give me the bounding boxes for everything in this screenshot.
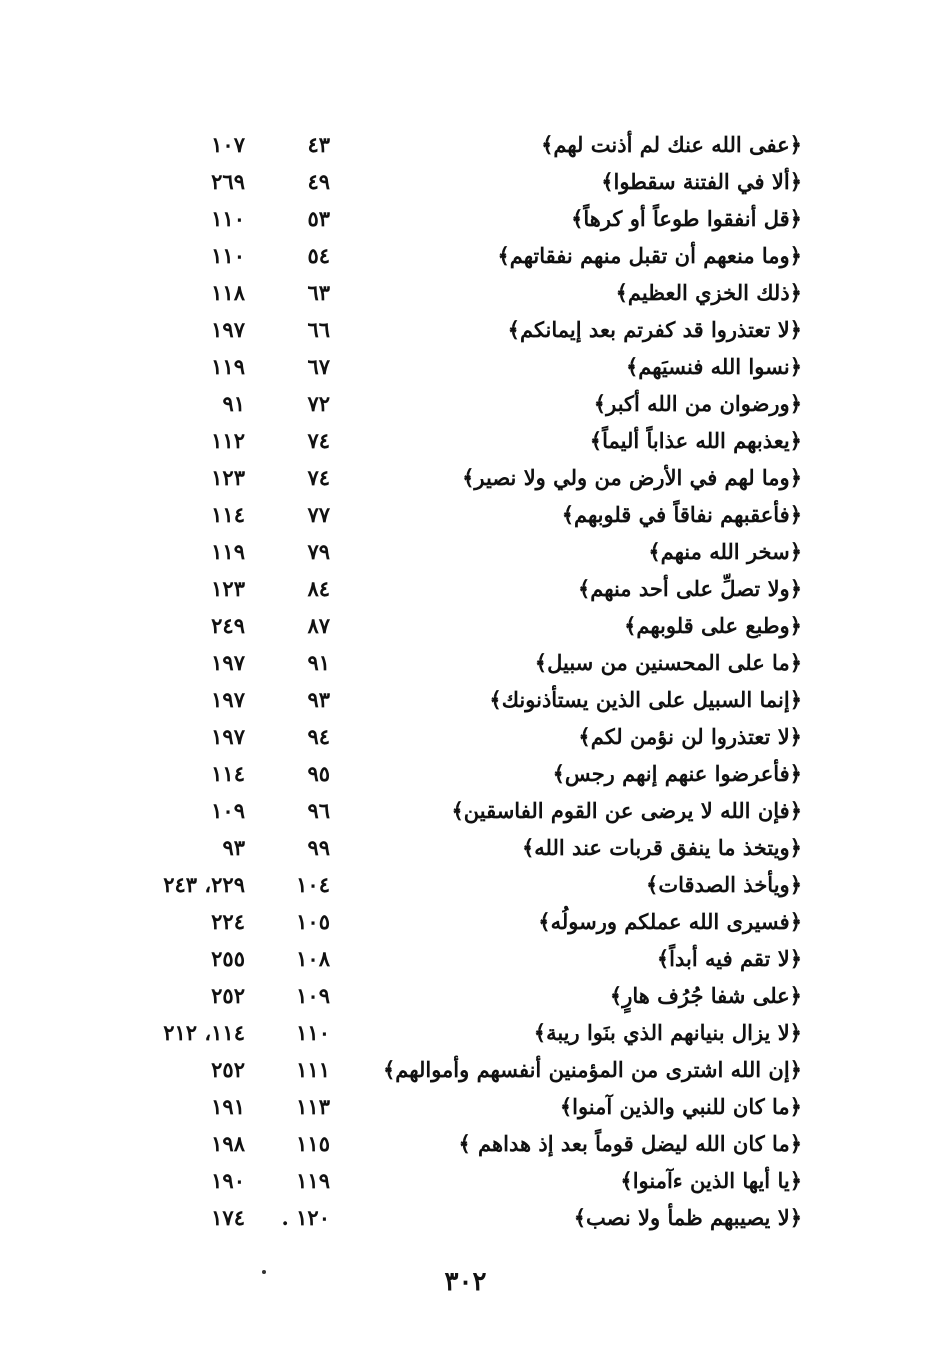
ayah-number: ١٠٨ — [296, 946, 330, 971]
ayah-number: ٩٩ — [307, 835, 330, 860]
verse-text: ﴿لا تعتذروا قد كفرتم بعد إيمانكم﴾ — [507, 317, 802, 342]
index-row — [0, 681, 931, 718]
index-row — [0, 644, 931, 681]
page-references: ١٢٣ — [211, 465, 245, 490]
index-row — [0, 274, 931, 311]
verse-text: ﴿ما على المحسنين من سبيل﴾ — [534, 650, 802, 675]
page-references: ١١٨ — [211, 280, 245, 305]
verse-text: ﴿يعذبهم الله عذاباً أليماً﴾ — [589, 428, 802, 453]
ayah-number: ٩٦ — [307, 798, 330, 823]
verse-text: ﴿ألا في الفتنة سقطوا﴾ — [601, 169, 802, 194]
ayah-number: ٩٣ — [307, 687, 330, 712]
verse-text: ﴿ويتخذ ما ينفق قربات عند الله﴾ — [521, 835, 802, 860]
page-references: ١٧٤ — [211, 1205, 245, 1230]
ayah-number: ٧٧ — [307, 502, 330, 527]
ayah-number: ٨٤ — [307, 576, 330, 601]
page-references: ١٩٧ — [211, 317, 245, 342]
verse-text: ﴿إن الله اشترى من المؤمنين أنفسهم وأموالهم﴾ — [383, 1057, 802, 1082]
page-references: ١١٠ — [211, 206, 245, 231]
index-row — [0, 348, 931, 385]
page-references: ١٢٣ — [211, 576, 245, 601]
index-row — [0, 311, 931, 348]
page-references: ٢٢٤ — [211, 909, 245, 934]
verse-text: ﴿لا تعتذروا لن نؤمن لكم﴾ — [578, 724, 802, 749]
ayah-number: ١١٥ — [296, 1131, 330, 1156]
index-row — [0, 126, 931, 163]
verse-text: ﴿يا أيها الذين ءآمنوا﴾ — [620, 1168, 802, 1193]
page-references: ١١٢ — [211, 428, 245, 453]
page-references: ٩٣ — [222, 835, 245, 860]
index-row — [0, 1162, 931, 1199]
verse-text: ﴿ورضوان من الله أكبر﴾ — [593, 391, 802, 416]
ayah-number: ٦٧ — [307, 354, 330, 379]
index-row — [0, 829, 931, 866]
print-speck — [262, 1270, 266, 1274]
page-references: ١٩١ — [211, 1094, 245, 1119]
verse-text: ﴿فسيرى الله عملكم ورسولُه﴾ — [538, 909, 802, 934]
verse-text: ﴿إنما السبيل على الذين يستأذنونك﴾ — [489, 687, 802, 712]
index-row — [0, 163, 931, 200]
ayah-number: ٧٢ — [307, 391, 330, 416]
page-references: ١٩٧ — [211, 650, 245, 675]
ayah-number: ٧٤ — [307, 428, 330, 453]
index-row — [0, 422, 931, 459]
ayah-number: ٦٦ — [307, 317, 330, 342]
page-references: ٢٥٥ — [211, 946, 245, 971]
page-references: ١١٩ — [211, 539, 245, 564]
index-row — [0, 940, 931, 977]
ayah-number: ١٠٤ — [296, 872, 330, 897]
verse-text: ﴿وما لهم في الأرض من ولي ولا نصير﴾ — [462, 465, 802, 490]
page-references: ٢٥٢ — [211, 1057, 245, 1082]
index-row — [0, 607, 931, 644]
ayah-number: ٥٣ — [307, 206, 330, 231]
ayah-number: ١١٩ — [296, 1168, 330, 1193]
verse-text: ﴿نسوا الله فنسيَهم﴾ — [625, 354, 802, 379]
index-row — [0, 1125, 931, 1162]
page-references: ٢٤٩ — [211, 613, 245, 638]
index-row — [0, 977, 931, 1014]
verse-text: ﴿عفى الله عنك لم أذنت لهم﴾ — [541, 132, 802, 157]
ayah-number: ٥٤ — [307, 243, 330, 268]
index-row — [0, 755, 931, 792]
ayah-number: ١١٣ — [296, 1094, 330, 1119]
page-references: ١٩٧ — [211, 724, 245, 749]
verse-text: ﴿لا تقم فيه أبداً﴾ — [656, 946, 802, 971]
page-references: ٢٢٩، ٢٤٣ — [163, 872, 245, 897]
ayah-number: ١٠٥ — [296, 909, 330, 934]
ayah-number: ٩١ — [307, 650, 330, 675]
ayah-number: ١٢٠ . — [281, 1205, 330, 1230]
index-row — [0, 866, 931, 903]
index-row — [0, 1051, 931, 1088]
verse-text: ﴿لا يزال بنيانهم الذي بنَوا ريبة﴾ — [533, 1020, 802, 1045]
verse-text: ﴿قل أنفقوا طوعاً أو كرهاً﴾ — [571, 206, 802, 231]
index-row — [0, 570, 931, 607]
index-row — [0, 1199, 931, 1236]
verse-text: ﴿لا يصيبهم ظمأ ولا نصب﴾ — [573, 1205, 802, 1230]
verse-text: ﴿على شفا جُرُف هارٍ﴾ — [609, 983, 802, 1008]
page-references: ١١٩ — [211, 354, 245, 379]
ayah-number: ٦٣ — [307, 280, 330, 305]
index-row — [0, 903, 931, 940]
page-references: ١٩٠ — [211, 1168, 245, 1193]
ayah-number: ٤٣ — [307, 132, 330, 157]
index-row — [0, 792, 931, 829]
page-references: ١٠٧ — [211, 132, 245, 157]
ayah-number: ٩٤ — [307, 724, 330, 749]
page-references: ١٩٨ — [211, 1131, 245, 1156]
verse-text: ﴿فإن الله لا يرضى عن القوم الفاسقين﴾ — [451, 798, 802, 823]
page-references: ١٠٩ — [211, 798, 245, 823]
index-row — [0, 459, 931, 496]
page-references: ١٩٧ — [211, 687, 245, 712]
index-row — [0, 200, 931, 237]
verse-text: ﴿وما منعهم أن تقبل منهم نفقاتهم﴾ — [497, 243, 802, 268]
index-row — [0, 1014, 931, 1051]
ayah-number: ٤٩ — [307, 169, 330, 194]
index-row — [0, 496, 931, 533]
verse-text: ﴿ما كان للنبي والذين آمنوا﴾ — [559, 1094, 802, 1119]
verse-text: ﴿فأعرضوا عنهم إنهم رجس﴾ — [552, 761, 802, 786]
page-references: ١١٤ — [211, 761, 245, 786]
page-number: ٣٠٢ — [444, 1267, 487, 1297]
ayah-number: ١١٠ — [296, 1020, 330, 1045]
index-row — [0, 1088, 931, 1125]
ayah-number: ٩٥ — [307, 761, 330, 786]
page-references: ١١٠ — [211, 243, 245, 268]
verse-text: ﴿ما كان الله ليضل قوماً بعد إذ هداهم ﴾ — [458, 1131, 802, 1156]
index-row — [0, 237, 931, 274]
verse-text: ﴿فأعقبهم نفاقاً في قلوبهم﴾ — [561, 502, 802, 527]
verse-text: ﴿وطبع على قلوبهم﴾ — [624, 613, 802, 638]
index-row — [0, 718, 931, 755]
verse-text: ﴿ذلك الخزي العظيم﴾ — [615, 280, 802, 305]
ayah-number: ٨٧ — [307, 613, 330, 638]
page-references: ٩١ — [222, 391, 245, 416]
page-references: ١١٤ — [211, 502, 245, 527]
ayah-number: ١١١ — [296, 1057, 330, 1082]
page-references: ٢٥٢ — [211, 983, 245, 1008]
index-row — [0, 385, 931, 422]
verse-text: ﴿ولا تصلِّ على أحد منهم﴾ — [578, 576, 802, 601]
page-references: ١١٤، ٢١٢ — [163, 1020, 245, 1045]
verse-index-table — [0, 126, 931, 1236]
ayah-number: ٧٩ — [307, 539, 330, 564]
page-references: ٢٦٩ — [211, 169, 245, 194]
ayah-number: ١٠٩ — [296, 983, 330, 1008]
verse-text: ﴿سخر الله منهم﴾ — [648, 539, 802, 564]
verse-text: ﴿ويأخذ الصدقات﴾ — [646, 872, 802, 897]
ayah-number: ٧٤ — [307, 465, 330, 490]
index-row — [0, 533, 931, 570]
